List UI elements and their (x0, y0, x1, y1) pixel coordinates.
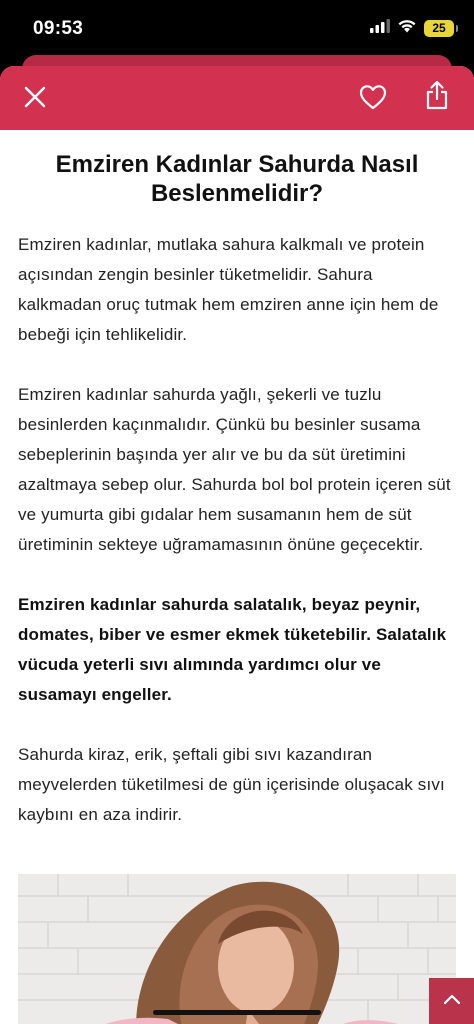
article-paragraph: Emziren kadınlar, mutlaka sahura kalkmalı ve protein açısından zengin besinler tüketmelidir. Sahura kalkmadan oruç tutmak hem emziren anne için hem de bebeği için tehlikelidir. (18, 235, 439, 344)
share-icon (425, 80, 449, 115)
article-content (0, 130, 474, 830)
article-paragraph-bold: Emziren kadınlar sahurda salatalık, beyaz peynir, domates, biber ve esmer ekmek tüketebilir. Salatalık vücuda yeterli sıvı alımında yardımcı olur ve susamayı engeller. (18, 595, 447, 704)
status-time: 09:53 (33, 18, 84, 39)
article-title: Emziren Kadınlar Sahurda Nasıl Beslenmelidir? (55, 151, 419, 207)
favorite-button[interactable] (356, 82, 390, 116)
battery-indicator: 25 (424, 20, 454, 37)
article-sheet (0, 66, 474, 1024)
toolbar (0, 66, 474, 130)
heart-icon (359, 84, 387, 115)
article-image (18, 874, 456, 1024)
scroll-to-top-button[interactable] (429, 978, 474, 1024)
share-button[interactable] (420, 80, 454, 114)
article-paragraph: Emziren kadınlar sahurda yağlı, şekerli ve tuzlu besinlerden kaçınmalıdır. Çünkü bu besinler susama sebeplerinin başında yer alır ve bu da süt üretimini azaltmaya sebep olur. Sahurda bol bol protein içeren süt ve yumurta gibi gıdalar hem susamanın hem de süt üretiminin sekteye uğramamasının önüne geçecektir. (18, 385, 451, 554)
wifi-icon (397, 18, 417, 38)
signal-icon (370, 19, 390, 38)
close-icon (23, 85, 47, 114)
close-button[interactable] (18, 82, 52, 116)
status-bar (0, 0, 474, 58)
status-icons (370, 18, 454, 38)
chevron-up-icon (443, 992, 461, 1010)
article-paragraph: Sahurda kiraz, erik, şeftali gibi sıvı kazandıran meyvelerden tüketilmesi de gün içerisinde oluşacak sıvı kaybını en aza indirir. (18, 745, 445, 824)
home-indicator (153, 1010, 321, 1015)
